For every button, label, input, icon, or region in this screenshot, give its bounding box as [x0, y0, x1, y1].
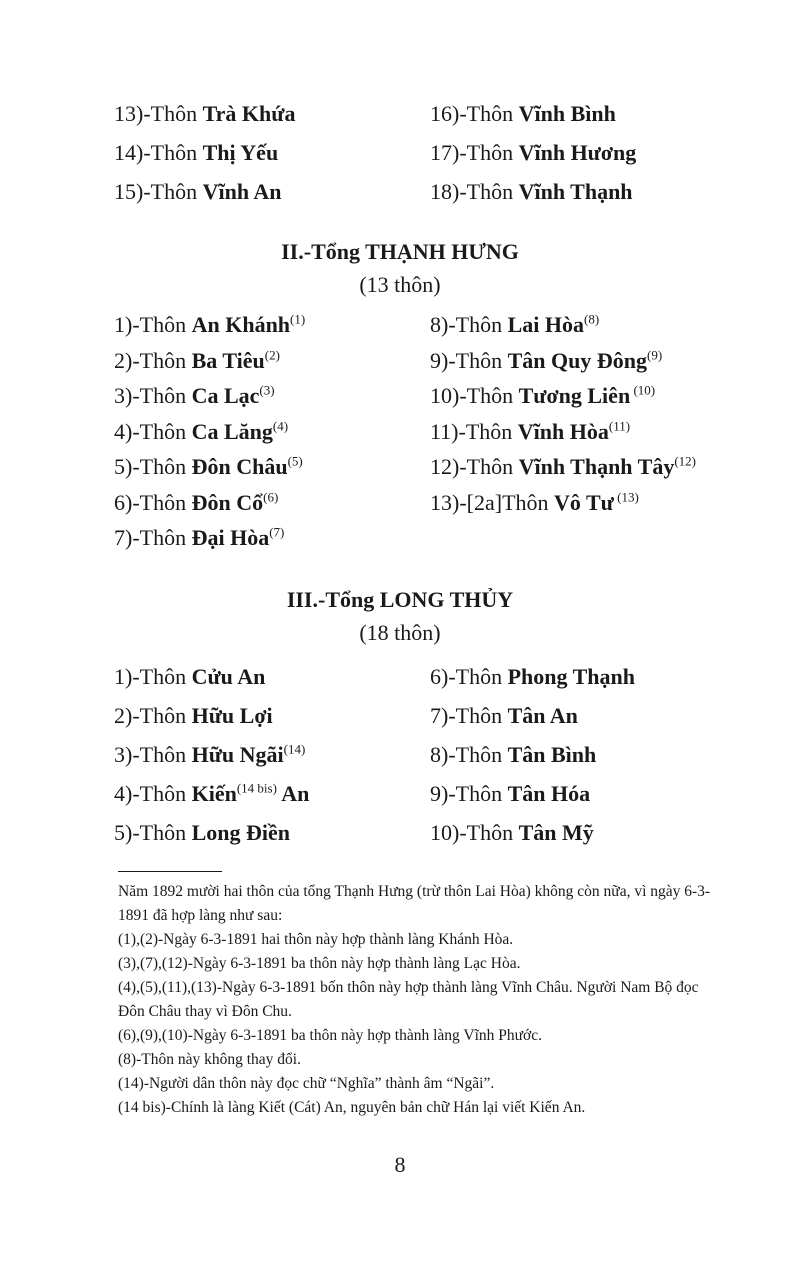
section2-subtitle: (13 thôn)	[359, 272, 441, 297]
village-entry: 9)-Thôn Tân Hóa	[430, 781, 591, 806]
section3-left-column	[114, 657, 309, 852]
section2-right-column	[430, 307, 696, 520]
footnote-item: (14 bis)-Chính là làng Kiết (Cát) An, nguyên bản chữ Hán lại viết Kiến An.	[118, 1099, 586, 1116]
section3-subtitle: (18 thôn)	[359, 620, 441, 645]
village-entry: 4)-Thôn Kiến$^{(14 bis)}$ An	[114, 780, 310, 806]
page-number: 8	[394, 1152, 406, 1177]
footnote-item: Năm 1892 mười hai thôn của tổng Thạnh Hưng (trừ thôn Lai Hòa) không còn nữa, vì ngày 6-3-1891 đã hợp làng như sau:	[118, 883, 711, 924]
village-entry: 12)-Thôn Vĩnh Thạnh Tây$^{(12)}$	[430, 453, 696, 479]
village-entry: 7)-Thôn Tân An	[430, 703, 578, 728]
section2-heading: II.-Tổng THẠNH HƯNG	[281, 239, 519, 264]
village-entry: 11)-Thôn Vĩnh Hòa$^{(11)}$	[430, 418, 631, 444]
footnote-item: (4),(5),(11),(13)-Ngày 6-3-1891 bốn thôn này hợp thành làng Vĩnh Châu. Người Nam Bộ đọc Đôn Châu thay vì Đôn Chu.	[118, 979, 699, 1020]
village-entry: 6)-Thôn Phong Thạnh	[430, 664, 635, 689]
village-entry: 17)-Thôn Vĩnh Hương	[430, 140, 637, 165]
section1-right-column	[430, 94, 636, 211]
village-entry: 3)-Thôn Hữu Ngãi$^{(14)}$	[114, 741, 306, 767]
village-entry: 10)-Thôn Tân Mỹ	[430, 820, 594, 845]
footnote-item: (1),(2)-Ngày 6-3-1891 hai thôn này hợp thành làng Khánh Hòa.	[118, 931, 514, 948]
village-entry: 3)-Thôn Ca Lạc$^{(3)}$	[114, 382, 275, 408]
village-entry: 1)-Thôn An Khánh$^{(1)}$	[114, 311, 306, 337]
village-entry: 8)-Thôn Tân Bình	[430, 742, 597, 767]
footnote-item: (3),(7),(12)-Ngày 6-3-1891 ba thôn này hợp thành làng Lạc Hòa.	[118, 955, 521, 972]
village-entry: 16)-Thôn Vĩnh Bình	[430, 101, 616, 126]
village-entry: 15)-Thôn Vĩnh An	[114, 179, 282, 204]
village-entry: 9)-Thôn Tân Quy Đông$^{(9)}$	[430, 347, 663, 373]
village-entry: 13)-[2a]Thôn Vô Tư $^{(13)}$	[430, 489, 639, 515]
village-entry: 1)-Thôn Cửu An	[114, 664, 266, 689]
section3-right-column	[430, 657, 635, 852]
village-entry: 7)-Thôn Đại Hòa$^{(7)}$	[114, 524, 285, 550]
village-entry: 5)-Thôn Long Điền	[114, 820, 291, 845]
village-entry: 5)-Thôn Đôn Châu$^{(5)}$	[114, 453, 303, 479]
footnote-item: (8)-Thôn này không thay đổi.	[118, 1051, 301, 1068]
footnotes	[118, 880, 728, 1120]
footnote-item: (6),(9),(10)-Ngày 6-3-1891 ba thôn này hợp thành làng Vĩnh Phước.	[118, 1027, 542, 1044]
footnote-item: (14)-Người dân thôn này đọc chữ “Nghĩa” thành âm “Ngãi”.	[118, 1075, 495, 1092]
section1-left-column	[114, 94, 295, 211]
village-entry: 2)-Thôn Hữu Lợi	[114, 703, 273, 728]
village-entry: 10)-Thôn Tương Liên $^{(10)}$	[430, 382, 656, 408]
village-entry: 18)-Thôn Vĩnh Thạnh	[430, 179, 633, 204]
village-entry: 14)-Thôn Thị Yếu	[114, 140, 279, 165]
village-entry: 13)-Thôn Trà Khứa	[114, 101, 296, 126]
section3-heading: III.-Tổng LONG THỦY	[286, 587, 514, 612]
village-entry: 8)-Thôn Lai Hòa$^{(8)}$	[430, 311, 600, 337]
village-entry: 2)-Thôn Ba Tiêu$^{(2)}$	[114, 347, 280, 373]
village-entry: 6)-Thôn Đôn Cổ$^{(6)}$	[114, 489, 279, 515]
village-entry: 4)-Thôn Ca Lăng$^{(4)}$	[114, 418, 289, 444]
section2-left-column	[114, 307, 305, 556]
footnote-divider	[118, 871, 222, 872]
